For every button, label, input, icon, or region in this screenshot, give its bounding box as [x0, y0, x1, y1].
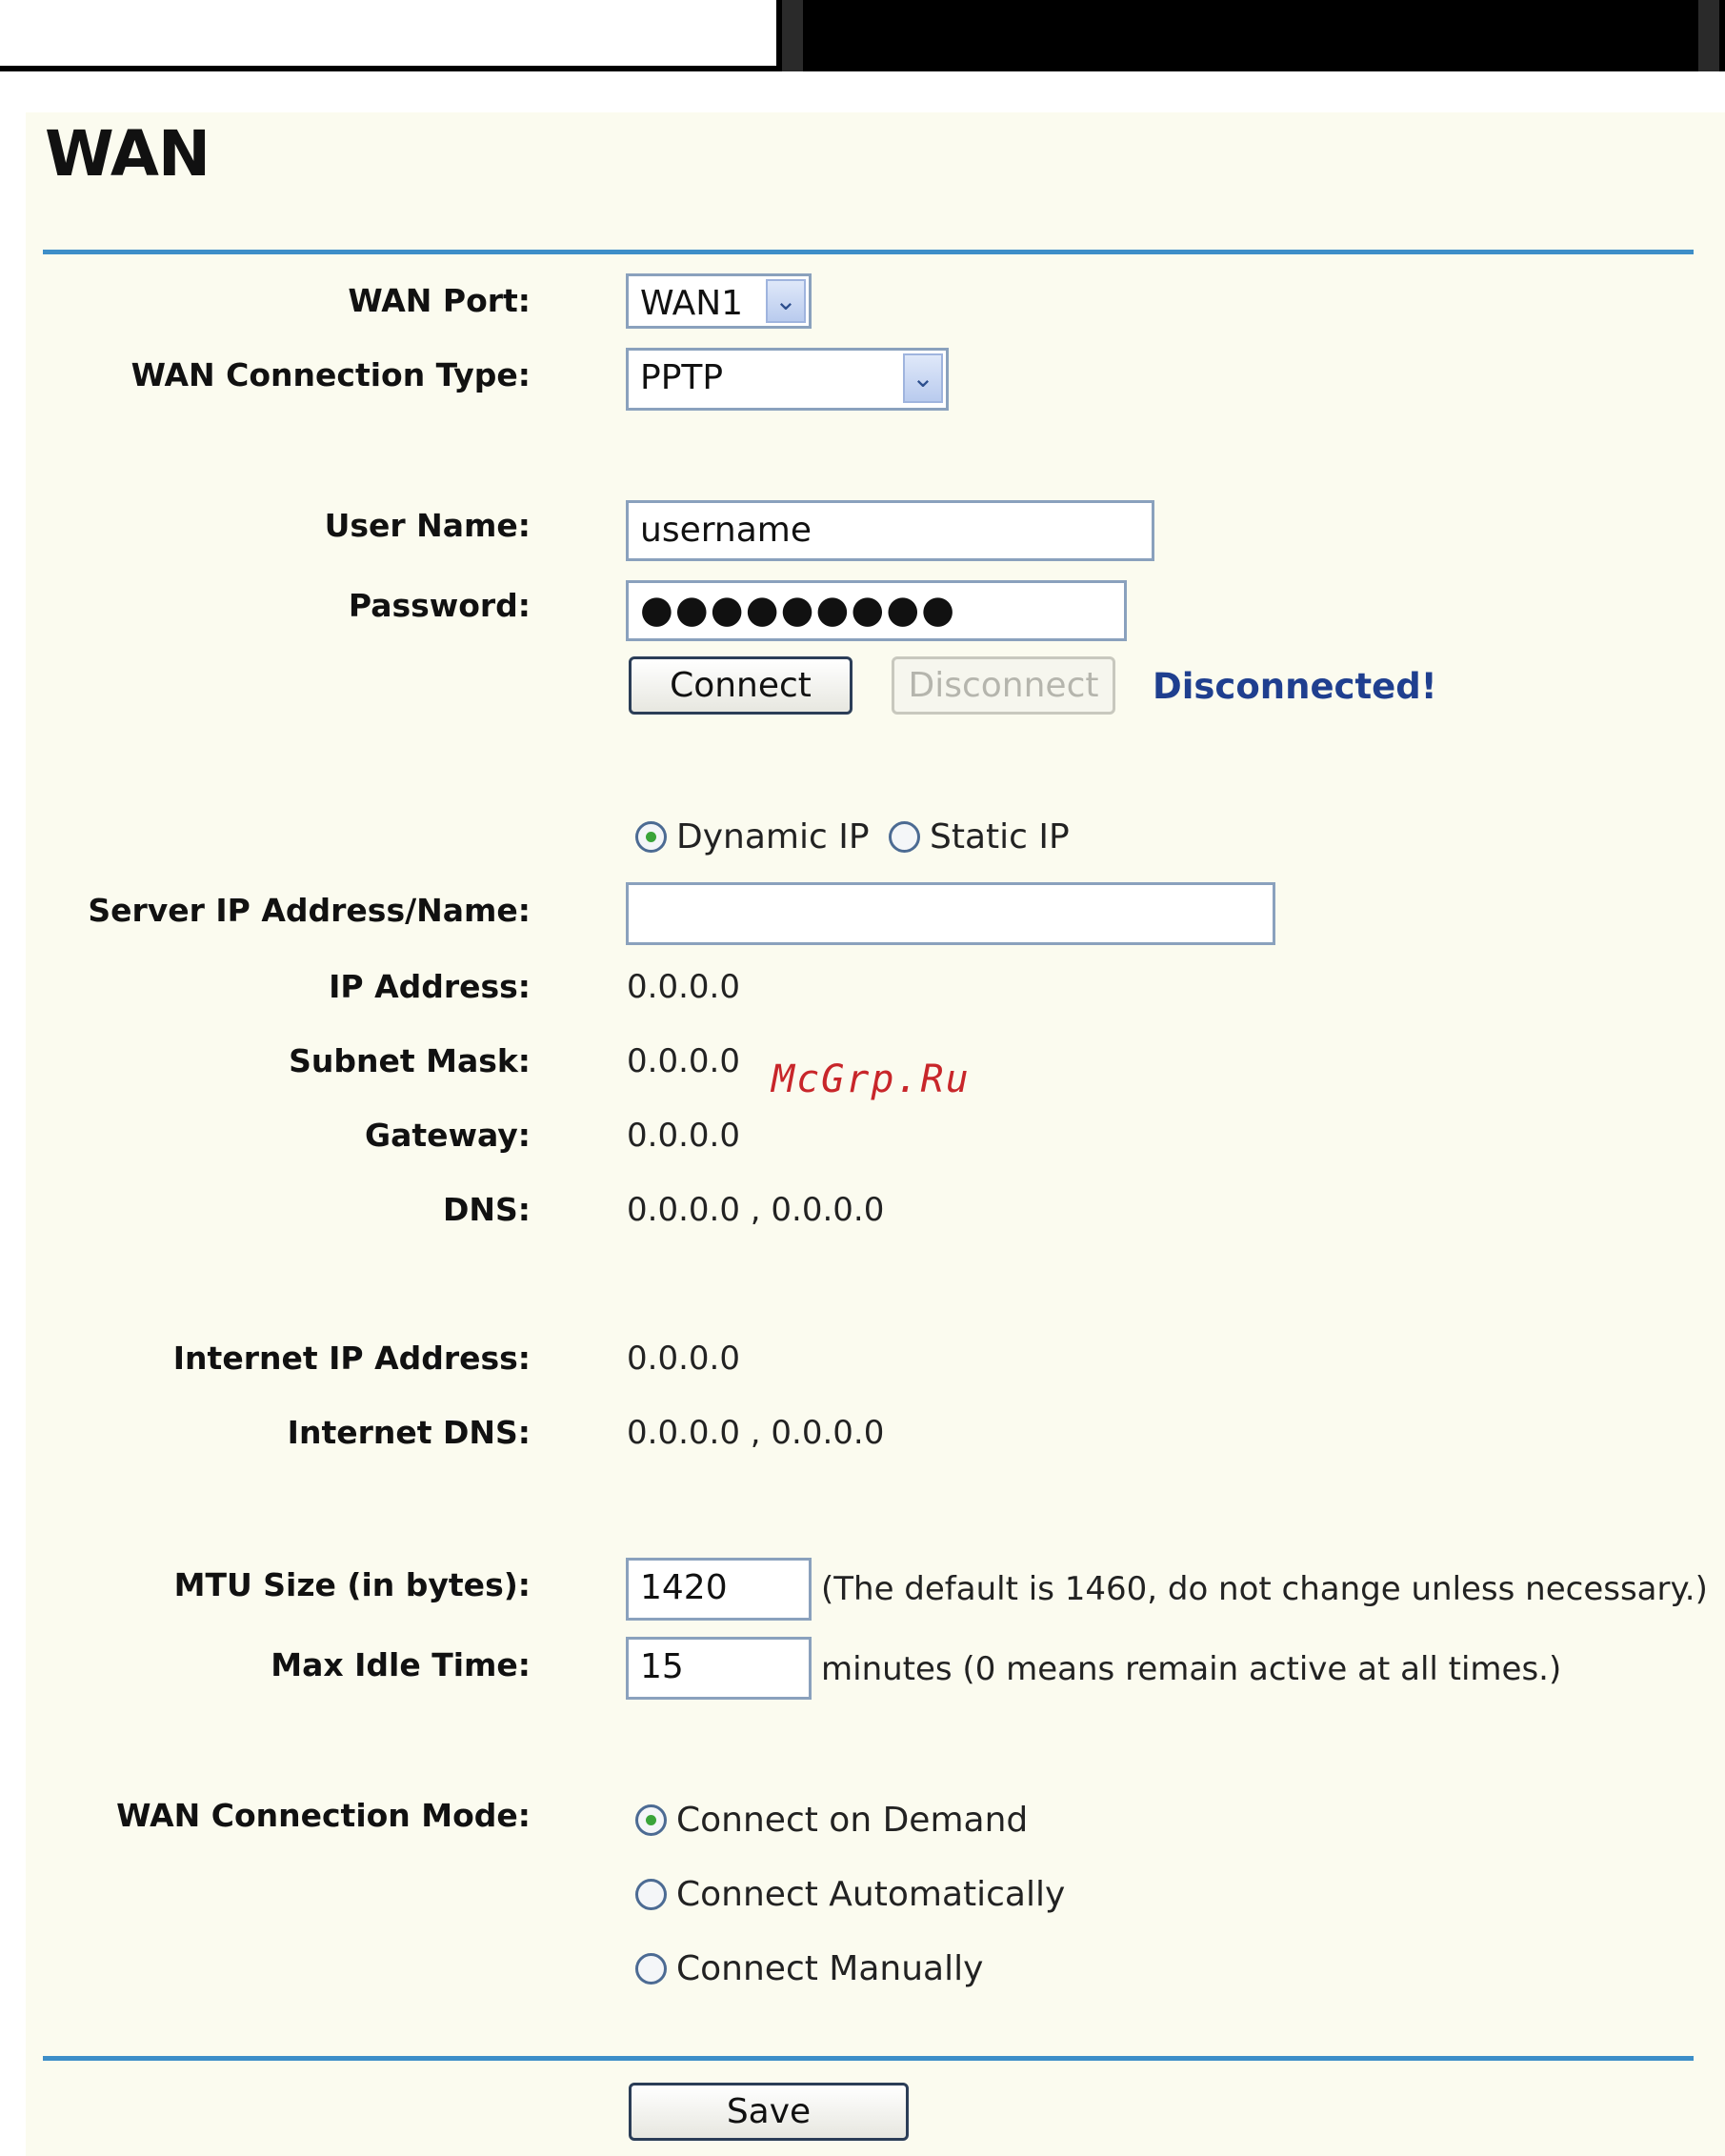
connect-button[interactable]: Connect	[629, 656, 852, 715]
radio-connect-automatically[interactable]	[635, 1879, 667, 1910]
top-divider	[43, 250, 1694, 254]
gateway-value: 0.0.0.0	[627, 1117, 740, 1155]
save-button[interactable]: Save	[629, 2083, 909, 2141]
internet-dns-label: Internet DNS:	[287, 1414, 531, 1451]
wan-port-select[interactable]	[626, 273, 812, 329]
mode-manual-label: Connect Manually	[676, 1949, 984, 1988]
page-title: WAN	[45, 117, 211, 191]
mode-manual[interactable]	[635, 1949, 983, 1988]
wan-port-value: WAN1	[640, 284, 744, 323]
bottom-divider	[43, 2056, 1694, 2061]
internet-dns-value: 0.0.0.0 , 0.0.0.0	[627, 1414, 885, 1452]
dns-label: DNS:	[443, 1191, 531, 1228]
connection-type-value: PPTP	[640, 358, 724, 397]
disconnect-button[interactable]: Disconnect	[892, 656, 1115, 715]
password-input[interactable]: ●●●●●●●●●	[626, 580, 1127, 641]
user-name-input[interactable]: username	[626, 500, 1154, 561]
header-right-bar	[776, 0, 1725, 71]
ip-address-value: 0.0.0.0	[627, 968, 740, 1006]
mode-on-demand-label: Connect on Demand	[676, 1801, 1029, 1840]
password-label: Password:	[348, 587, 531, 624]
watermark-text: McGrp.Ru	[772, 1058, 971, 1101]
max-idle-label: Max Idle Time:	[271, 1646, 531, 1683]
gateway-label: Gateway:	[365, 1117, 531, 1154]
header-bar-edge-left	[782, 0, 803, 71]
max-idle-input[interactable]: 15	[626, 1637, 812, 1700]
chevron-down-icon[interactable]: ⌄	[903, 353, 943, 403]
connection-mode-label: WAN Connection Mode:	[116, 1797, 531, 1834]
ip-address-label: IP Address:	[329, 968, 531, 1005]
max-idle-hint: minutes (0 means remain active at all times.)	[821, 1650, 1562, 1688]
internet-ip-value: 0.0.0.0	[627, 1340, 740, 1378]
mode-on-demand[interactable]	[635, 1801, 1028, 1840]
radio-connect-manually[interactable]	[635, 1953, 667, 1985]
mtu-hint: (The default is 1460, do not change unless necessary.)	[821, 1570, 1708, 1608]
subnet-mask-value: 0.0.0.0	[627, 1042, 740, 1080]
connection-type-label: WAN Connection Type:	[130, 356, 531, 393]
ip-mode-static[interactable]	[889, 817, 1070, 856]
wan-port-label: WAN Port:	[348, 282, 531, 319]
chevron-down-icon[interactable]: ⌄	[766, 279, 806, 323]
ip-mode-dynamic-label: Dynamic IP	[676, 817, 870, 856]
header-bar-edge-right	[1698, 0, 1719, 71]
mode-automatic[interactable]	[635, 1875, 1065, 1914]
subnet-mask-label: Subnet Mask:	[289, 1042, 531, 1079]
user-name-label: User Name:	[324, 507, 531, 544]
server-ip-label: Server IP Address/Name:	[88, 892, 531, 929]
radio-connect-on-demand[interactable]	[635, 1804, 667, 1836]
wan-settings-panel	[26, 112, 1725, 2156]
connection-type-select[interactable]	[626, 348, 949, 411]
server-ip-input[interactable]	[626, 882, 1275, 945]
mtu-input[interactable]: 1420	[626, 1558, 812, 1621]
connection-status: Disconnected!	[1153, 666, 1437, 707]
mode-automatic-label: Connect Automatically	[676, 1875, 1066, 1914]
internet-ip-label: Internet IP Address:	[172, 1340, 531, 1377]
radio-dynamic-ip[interactable]	[635, 821, 667, 853]
radio-static-ip[interactable]	[889, 821, 920, 853]
mtu-label: MTU Size (in bytes):	[173, 1566, 531, 1603]
header-left-strip	[0, 0, 776, 71]
ip-mode-static-label: Static IP	[930, 817, 1070, 856]
ip-mode-dynamic[interactable]	[635, 817, 870, 856]
dns-value: 0.0.0.0 , 0.0.0.0	[627, 1191, 885, 1229]
